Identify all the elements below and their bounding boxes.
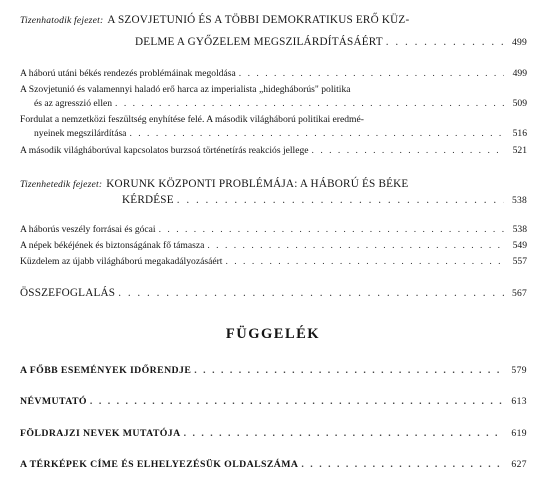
toc-entry-text: A népek békéjének és biztonságának fő támasza	[20, 240, 205, 251]
appendix-entry	[20, 396, 527, 407]
toc-entry-page: 549	[512, 240, 527, 251]
toc-entry-text: A második világháborúval kapcsolatos burzsoá történetírás reakciós jellege	[20, 145, 309, 156]
toc-entry-text: nyeinek megszilárdítása	[34, 128, 127, 139]
summary-page: 567	[512, 288, 527, 299]
chapter-16-title-line1: A SZOVJETUNIÓ ÉS A TÖBBI DEMOKRATIKUS ERŐ KÜZ-	[107, 14, 410, 26]
toc-entry-page: 509	[512, 98, 527, 109]
leader-dots	[118, 287, 504, 299]
leader-dots	[386, 36, 504, 48]
toc-entry-line1: A Szovjetunió és valamennyi haladó erő harca az imperialista „hidegháborús" politika	[20, 84, 351, 95]
toc-entry-page: 538	[512, 224, 527, 235]
leader-dots	[207, 240, 504, 251]
toc-entry-line1: Fordulat a nemzetközi feszültség enyhítése felé. A második világháború politikai eredmé-	[20, 114, 364, 125]
chapter-17-title-line2: KÉRDÉSE	[122, 194, 174, 206]
appendix-entry-page: 613	[511, 396, 527, 407]
toc-entry-page: 521	[512, 145, 527, 156]
toc-entry	[20, 68, 527, 79]
chapter-16-title-line2: DELME A GYŐZELEM MEGSZILÁRDÍTÁSÁÉRT	[135, 36, 383, 48]
leader-dots	[177, 194, 504, 206]
appendix-entry-page: 579	[511, 365, 527, 376]
chapter-16-heading-line2	[135, 36, 527, 48]
toc-entry	[34, 98, 527, 109]
leader-dots	[159, 224, 504, 235]
chapter-17-title-line1: KORUNK KÖZPONTI PROBLÉMÁJA: A HÁBORÚ ÉS BÉKE	[106, 178, 409, 190]
toc-entry-text: Küzdelem az újabb világháború megakadályozásáért	[20, 256, 223, 267]
leader-dots	[312, 145, 504, 156]
toc-entry-text: A háborús veszély forrásai és gócai	[20, 224, 156, 235]
chapter-16-heading-line1	[20, 14, 409, 26]
leader-dots	[239, 68, 504, 79]
leader-dots	[115, 98, 504, 109]
appendix-entry-text: FÖLDRAJZI NEVEK MUTATÓJA	[20, 428, 181, 439]
toc-entry	[20, 145, 527, 156]
appendix-entry	[20, 459, 527, 470]
leader-dots	[225, 256, 504, 267]
appendix-entry-text: NÉVMUTATÓ	[20, 396, 87, 407]
toc-entry	[20, 240, 527, 251]
summary-entry	[20, 287, 527, 299]
leader-dots	[129, 128, 504, 139]
toc-entry-text: A háború utáni békés rendezés problémáinak megoldása	[20, 68, 236, 79]
chapter-17-heading-line1	[20, 178, 408, 190]
appendix-entry-page: 619	[511, 428, 527, 439]
leader-dots	[184, 428, 504, 439]
chapter-16-label: Tizenhatodik fejezet:	[20, 15, 104, 26]
chapter-17-page: 538	[512, 195, 527, 206]
appendix-entry	[20, 365, 527, 376]
toc-entry-page: 499	[512, 68, 527, 79]
appendix-title: FÜGGELÉK	[225, 326, 321, 342]
appendix-entry-text: A FŐBB ESEMÉNYEK IDŐRENDJE	[20, 365, 192, 376]
appendix-entry	[20, 428, 527, 439]
toc-entry	[34, 128, 527, 139]
toc-entry-page: 516	[512, 128, 527, 139]
summary-text: ÖSSZEFOGLALÁS	[20, 287, 116, 299]
toc-entry-page: 557	[512, 256, 527, 267]
chapter-16-page: 499	[512, 37, 527, 48]
toc-entry	[20, 224, 527, 235]
appendix-entry-page: 627	[511, 459, 527, 470]
leader-dots	[301, 459, 504, 470]
appendix-entry-text: A TÉRKÉPEK CÍME ÉS ELHELYEZÉSÜK OLDALSZÁMA	[20, 459, 299, 470]
toc-entry	[20, 256, 527, 267]
chapter-17-label: Tizenhetedik fejezet:	[20, 179, 103, 190]
toc-entry-text: és az agresszió ellen	[34, 98, 113, 109]
leader-dots	[194, 365, 504, 376]
leader-dots	[90, 396, 504, 407]
chapter-17-heading-line2	[122, 194, 527, 206]
